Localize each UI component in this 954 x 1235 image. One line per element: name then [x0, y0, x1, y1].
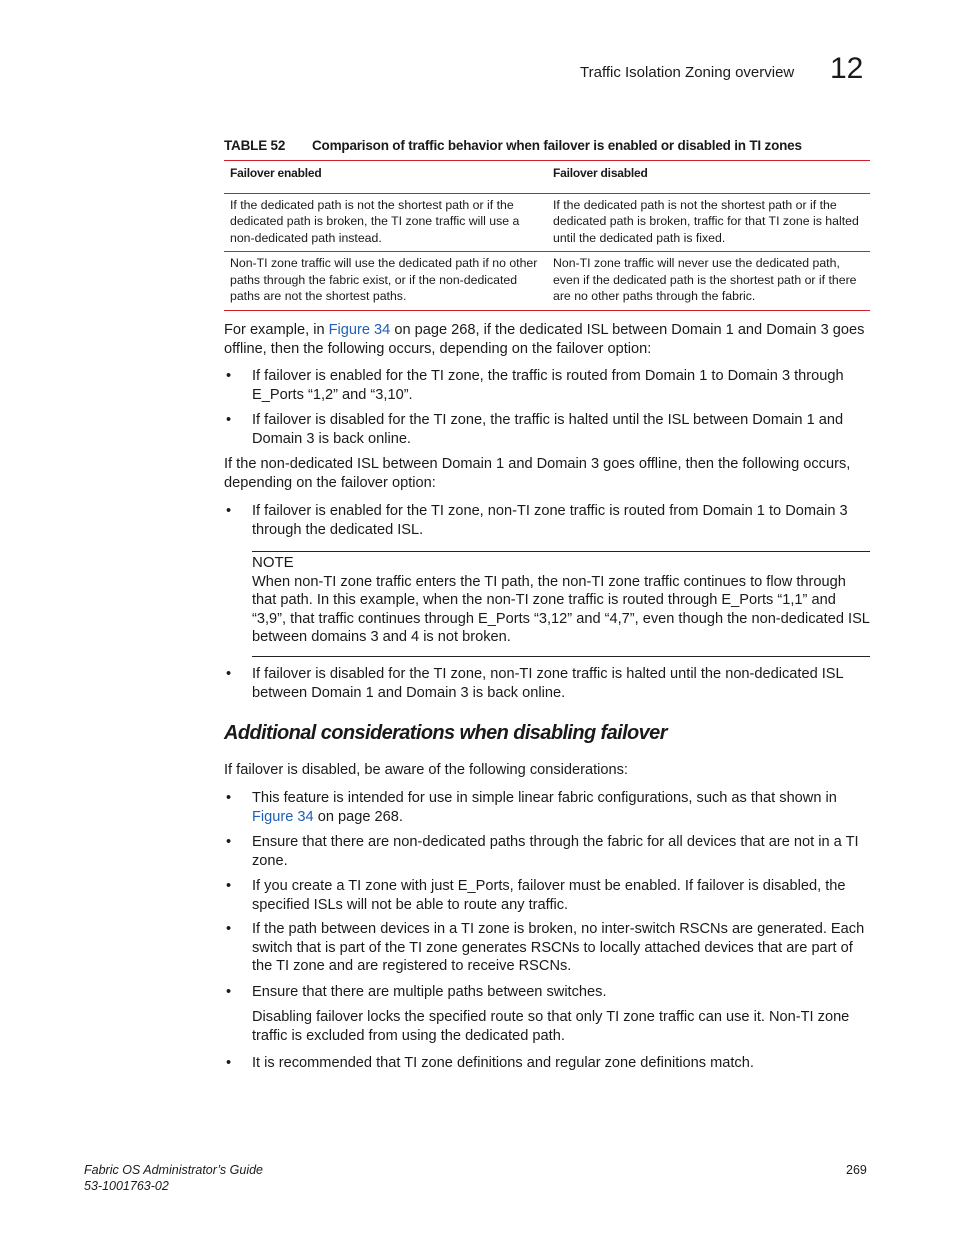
note-text: When non-TI zone traffic enters the TI path, the non-TI zone traffic continues to flow through that path. In this example, when the non-TI zone traffic is routed through E_Ports “1,1” and “3,9”, that traffic continues through E_Ports “3,12” and “4,7”, even though the non-dedicated ISL between domains 3 and 4 is not broken. — [252, 573, 870, 645]
list-item-text: If failover is disabled for the TI zone, the traffic is halted until the ISL between Domain 1 and Domain 3 is back online. — [252, 412, 844, 447]
column-header: Failover enabled — [224, 161, 547, 194]
table-number: TABLE 52 — [224, 138, 286, 153]
list-item-text: Ensure that there are multiple paths between switches. — [252, 984, 607, 1000]
chapter-number: 12 — [830, 52, 864, 85]
table-cell: If the dedicated path is not the shortest path or if the dedicated path is broken, traffic for that TI zone is halted until the dedicated path is fixed. — [547, 193, 870, 252]
text-run: on page 268, if the dedicated ISL between Domain 1 and Domain 3 goes offline, then the following occurs, depending on the failover option: — [224, 322, 865, 357]
list-item-text: If you create a TI zone with just E_Ports, failover must be enabled. If failover is disabled, the specified ISLs will not be able to route any traffic. — [252, 878, 846, 913]
list-item-text: It is recommended that TI zone definitions and regular zone definitions match. — [252, 1055, 754, 1071]
list-item-text: If failover is enabled for the TI zone, non-TI zone traffic is routed from Domain 1 to Domain 3 through the dedicated ISL. — [252, 503, 848, 538]
table-cell: If the dedicated path is not the shortest path or if the dedicated path is broken, the TI zone traffic will use a non-dedicated path instead. — [224, 193, 547, 252]
bullet-icon: • — [226, 921, 232, 937]
list-item-text: If failover is enabled for the TI zone, the traffic is routed from Domain 1 to Domain 3 through E_Ports “1,2” and “3,10”. — [252, 368, 844, 403]
table-cell: Non-TI zone traffic will use the dedicated path if no other paths through the fabric exist, or if the non-dedicated paths are not the shortest paths. — [224, 252, 547, 311]
bullet-icon: • — [226, 1055, 232, 1071]
text-run: This feature is intended for use in simple linear fabric configurations, such as that shown in — [252, 790, 837, 806]
guide-title: Fabric OS Administrator’s Guide — [84, 1163, 263, 1177]
table-header-row — [224, 161, 870, 194]
paragraph: If the non-dedicated ISL between Domain 1 and Domain 3 goes offline, then the following occurs, depending on the failover option: — [224, 456, 851, 491]
section-heading: Additional considerations when disabling failover — [224, 722, 667, 744]
bullet-icon: • — [226, 834, 232, 850]
document-number: 53-1001763-02 — [84, 1179, 169, 1193]
note-label: NOTE — [252, 554, 294, 571]
column-header: Failover disabled — [547, 161, 870, 194]
figure-link[interactable]: Figure 34 — [328, 322, 391, 338]
paragraph — [224, 321, 874, 358]
page-number: 269 — [846, 1163, 867, 1177]
list-item-text: Ensure that there are non-dedicated paths through the fabric for all devices that are not in a TI zone. — [252, 834, 859, 869]
table-caption — [224, 138, 802, 153]
bullet-icon: • — [226, 878, 232, 894]
table-cell: Non-TI zone traffic will never use the dedicated path, even if the dedicated path is the shortest path or if there are no other paths through the fabric. — [547, 252, 870, 311]
bullet-icon: • — [226, 368, 232, 384]
running-header-title: Traffic Isolation Zoning overview — [580, 64, 795, 81]
comparison-table — [224, 160, 870, 311]
table-title: Comparison of traffic behavior when failover is enabled or disabled in TI zones — [312, 138, 802, 153]
text-run: For example, in — [224, 322, 329, 338]
list-item-subparagraph: Disabling failover locks the specified route so that only TI zone traffic can use it. Non-TI zone traffic is excluded from using the dedicated path. — [252, 1009, 850, 1044]
footer-left — [84, 1162, 263, 1194]
list-item-text: If failover is disabled for the TI zone, non-TI zone traffic is halted until the non-dedicated ISL between Domain 1 and Domain 3 is back online. — [252, 666, 844, 701]
bullet-icon: • — [226, 666, 232, 682]
bullet-icon: • — [226, 790, 232, 806]
paragraph: If failover is disabled, be aware of the following considerations: — [224, 762, 628, 778]
table-row — [224, 252, 870, 311]
bullet-icon: • — [226, 984, 232, 1000]
bullet-icon: • — [226, 412, 232, 428]
table-row — [224, 193, 870, 252]
list-item-text: If the path between devices in a TI zone is broken, no inter-switch RSCNs are generated. Each switch that is part of the TI zone generates RSCNs to locally attached devices that are part of the TI zone and are registered to receive RSCNs. — [252, 921, 865, 974]
list-item-text — [252, 789, 872, 826]
note-box — [252, 551, 870, 657]
figure-link[interactable]: Figure 34 — [252, 808, 314, 825]
text-run: on page 268. — [313, 808, 403, 825]
bullet-icon: • — [226, 503, 232, 519]
